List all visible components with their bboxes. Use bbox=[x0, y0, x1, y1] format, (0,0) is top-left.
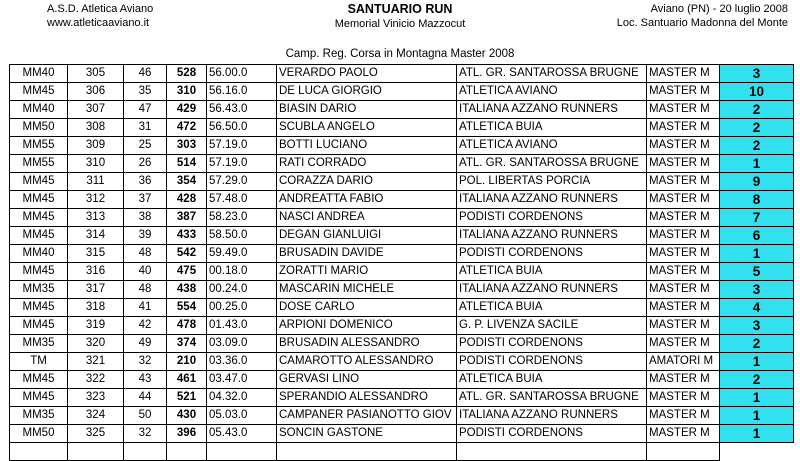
results-table bbox=[9, 64, 794, 461]
category-rank-cell: 42 bbox=[124, 317, 167, 335]
club-cell: ATLETICA AVIANO bbox=[457, 137, 647, 155]
table-row bbox=[10, 353, 794, 371]
position-cell: 316 bbox=[68, 263, 124, 281]
athlete-name-cell: SPERANDIO ALESSANDRO bbox=[277, 389, 457, 407]
points-cell: 1 bbox=[720, 155, 794, 173]
bib-number-cell: 478 bbox=[167, 317, 207, 335]
category-cell: MM40 bbox=[10, 245, 68, 263]
category-rank-cell: 40 bbox=[124, 263, 167, 281]
group-cell: MASTER M bbox=[647, 101, 720, 119]
athlete-name-cell: CAMAROTTO ALESSANDRO bbox=[277, 353, 457, 371]
athlete-name-cell: CORAZZA DARIO bbox=[277, 173, 457, 191]
athlete-name-cell: SCUBLA ANGELO bbox=[277, 119, 457, 137]
category-rank-cell: 37 bbox=[124, 191, 167, 209]
event-title: SANTUARIO RUN bbox=[347, 2, 453, 16]
bib-number-cell: 514 bbox=[167, 155, 207, 173]
group-cell: MASTER M bbox=[647, 335, 720, 353]
group-cell: MASTER M bbox=[647, 407, 720, 425]
points-cell: 3 bbox=[720, 317, 794, 335]
table-row bbox=[10, 119, 794, 137]
category-cell: MM45 bbox=[10, 317, 68, 335]
athlete-name-cell: ANDREATTA FABIO bbox=[277, 191, 457, 209]
position-cell: 309 bbox=[68, 137, 124, 155]
category-cell: MM45 bbox=[10, 299, 68, 317]
time-cell: 04.32.0 bbox=[207, 389, 277, 407]
category-rank-cell: 47 bbox=[124, 101, 167, 119]
points-cell: 2 bbox=[720, 119, 794, 137]
time-cell: 57.48.0 bbox=[207, 191, 277, 209]
memorial-name: Memorial Vinicio Mazzocut bbox=[334, 18, 466, 30]
group-cell: AMATORI M bbox=[647, 353, 720, 371]
table-row bbox=[10, 209, 794, 227]
time-cell: 56.00.0 bbox=[207, 65, 277, 83]
bib-number-cell: 433 bbox=[167, 227, 207, 245]
time-cell: 59.49.0 bbox=[207, 245, 277, 263]
group-cell: MASTER M bbox=[647, 299, 720, 317]
category-rank-cell: 48 bbox=[124, 245, 167, 263]
time-cell: 00.24.0 bbox=[207, 281, 277, 299]
event-place-date bbox=[617, 2, 788, 30]
category-cell: MM45 bbox=[10, 83, 68, 101]
category-cell: MM45 bbox=[10, 263, 68, 281]
points-cell: 8 bbox=[720, 191, 794, 209]
bib-number-cell: 430 bbox=[167, 407, 207, 425]
table-row bbox=[10, 299, 794, 317]
group-cell: MASTER M bbox=[647, 281, 720, 299]
table-row bbox=[10, 173, 794, 191]
organizer-website[interactable]: www.atleticaaviano.it bbox=[47, 17, 150, 29]
club-cell: PODISTI CORDENONS bbox=[457, 353, 647, 371]
category-cell: MM45 bbox=[10, 371, 68, 389]
category-rank-cell: 43 bbox=[124, 371, 167, 389]
group-cell: MASTER M bbox=[647, 137, 720, 155]
position-cell: 305 bbox=[68, 65, 124, 83]
event-date: Aviano (PN) - 20 luglio 2008 bbox=[650, 3, 788, 15]
athlete-name-cell: RATI CORRADO bbox=[277, 155, 457, 173]
table-row bbox=[10, 407, 794, 425]
table-row bbox=[10, 83, 794, 101]
bib-number-cell: 528 bbox=[167, 65, 207, 83]
table-row bbox=[10, 263, 794, 281]
points-cell: 2 bbox=[720, 137, 794, 155]
category-rank-cell: 26 bbox=[124, 155, 167, 173]
group-cell: MASTER M bbox=[647, 245, 720, 263]
group-cell: MASTER M bbox=[647, 389, 720, 407]
club-cell: ATLETICA BUIA bbox=[457, 263, 647, 281]
table-row bbox=[10, 137, 794, 155]
group-cell: MASTER M bbox=[647, 83, 720, 101]
category-cell: MM55 bbox=[10, 155, 68, 173]
table-row bbox=[10, 227, 794, 245]
points-cell: 2 bbox=[720, 101, 794, 119]
category-cell: MM45 bbox=[10, 227, 68, 245]
time-cell: 01.43.0 bbox=[207, 317, 277, 335]
athlete-name-cell: BIASIN DARIO bbox=[277, 101, 457, 119]
time-cell: 05.43.0 bbox=[207, 425, 277, 443]
category-cell: MM45 bbox=[10, 173, 68, 191]
table-row bbox=[10, 155, 794, 173]
bib-number-cell: 354 bbox=[167, 173, 207, 191]
bib-number-cell: 310 bbox=[167, 83, 207, 101]
position-cell: 322 bbox=[68, 371, 124, 389]
points-cell: 1 bbox=[720, 407, 794, 425]
time-cell: 00.25.0 bbox=[207, 299, 277, 317]
club-cell: ATLETICA BUIA bbox=[457, 299, 647, 317]
position-cell: 313 bbox=[68, 209, 124, 227]
athlete-name-cell: NASCI ANDREA bbox=[277, 209, 457, 227]
table-row bbox=[10, 65, 794, 83]
championship-subtitle: Camp. Reg. Corsa in Montagna Master 2008 bbox=[285, 48, 515, 60]
club-cell: ITALIANA AZZANO RUNNERS bbox=[457, 227, 647, 245]
table-row bbox=[10, 371, 794, 389]
club-cell: ITALIANA AZZANO RUNNERS bbox=[457, 101, 647, 119]
category-cell: MM50 bbox=[10, 119, 68, 137]
time-cell: 58.50.0 bbox=[207, 227, 277, 245]
group-cell: MASTER M bbox=[647, 155, 720, 173]
position-cell: 318 bbox=[68, 299, 124, 317]
position-cell: 306 bbox=[68, 83, 124, 101]
table-row bbox=[10, 245, 794, 263]
group-cell: MASTER M bbox=[647, 317, 720, 335]
points-cell: 7 bbox=[720, 209, 794, 227]
bib-number-cell: 374 bbox=[167, 335, 207, 353]
category-rank-cell: 44 bbox=[124, 389, 167, 407]
category-cell: MM45 bbox=[10, 389, 68, 407]
category-cell: MM55 bbox=[10, 137, 68, 155]
club-cell: POL. LIBERTAS PORCIA bbox=[457, 173, 647, 191]
time-cell: 57.19.0 bbox=[207, 155, 277, 173]
category-cell: TM bbox=[10, 353, 68, 371]
category-cell: MM45 bbox=[10, 191, 68, 209]
club-cell: ATL. GR. SANTAROSSA BRUGNE bbox=[457, 155, 647, 173]
category-rank-cell: 25 bbox=[124, 137, 167, 155]
category-cell: MM35 bbox=[10, 407, 68, 425]
table-row bbox=[10, 389, 794, 407]
category-cell: MM40 bbox=[10, 101, 68, 119]
group-cell: MASTER M bbox=[647, 119, 720, 137]
group-cell: MASTER M bbox=[647, 65, 720, 83]
bib-number-cell: 429 bbox=[167, 101, 207, 119]
position-cell: 321 bbox=[68, 353, 124, 371]
time-cell: 56.50.0 bbox=[207, 119, 277, 137]
club-cell: ATL. GR. SANTAROSSA BRUGNE bbox=[457, 389, 647, 407]
position-cell: 323 bbox=[68, 389, 124, 407]
group-cell: MASTER M bbox=[647, 209, 720, 227]
event-location: Loc. Santuario Madonna del Monte bbox=[616, 17, 788, 29]
bib-number-cell: 438 bbox=[167, 281, 207, 299]
club-cell: PODISTI CORDENONS bbox=[457, 209, 647, 227]
category-rank-cell: 48 bbox=[124, 281, 167, 299]
organizer-name: A.S.D. Atletica Aviano bbox=[47, 3, 154, 15]
group-cell: MASTER M bbox=[647, 263, 720, 281]
category-rank-cell: 41 bbox=[124, 299, 167, 317]
table-row bbox=[10, 335, 794, 353]
athlete-name-cell: MASCARIN MICHELE bbox=[277, 281, 457, 299]
club-cell: ITALIANA AZZANO RUNNERS bbox=[457, 407, 647, 425]
points-cell: 2 bbox=[720, 371, 794, 389]
time-cell: 57.29.0 bbox=[207, 173, 277, 191]
category-rank-cell: 46 bbox=[124, 65, 167, 83]
club-cell: PODISTI CORDENONS bbox=[457, 335, 647, 353]
category-cell: MM35 bbox=[10, 335, 68, 353]
position-cell: 308 bbox=[68, 119, 124, 137]
time-cell: 03.09.0 bbox=[207, 335, 277, 353]
athlete-name-cell: VERARDO PAOLO bbox=[277, 65, 457, 83]
category-rank-cell: 32 bbox=[124, 425, 167, 443]
points-cell: 1 bbox=[720, 389, 794, 407]
points-cell: 4 bbox=[720, 299, 794, 317]
athlete-name-cell: DEGAN GIANLUIGI bbox=[277, 227, 457, 245]
group-cell: MASTER M bbox=[647, 191, 720, 209]
position-cell: 319 bbox=[68, 317, 124, 335]
athlete-name-cell: GERVASI LINO bbox=[277, 371, 457, 389]
time-cell: 03.47.0 bbox=[207, 371, 277, 389]
category-cell: MM35 bbox=[10, 281, 68, 299]
position-cell: 312 bbox=[68, 191, 124, 209]
club-cell: ITALIANA AZZANO RUNNERS bbox=[457, 191, 647, 209]
table-row bbox=[10, 317, 794, 335]
position-cell: 317 bbox=[68, 281, 124, 299]
category-rank-cell: 31 bbox=[124, 119, 167, 137]
club-cell: ATL. GR. SANTAROSSA BRUGNE bbox=[457, 65, 647, 83]
category-rank-cell: 32 bbox=[124, 353, 167, 371]
time-cell: 56.16.0 bbox=[207, 83, 277, 101]
time-cell: 03.36.0 bbox=[207, 353, 277, 371]
club-cell: PODISTI CORDENONS bbox=[457, 425, 647, 443]
group-cell: MASTER M bbox=[647, 425, 720, 443]
category-rank-cell: 35 bbox=[124, 83, 167, 101]
time-cell: 58.23.0 bbox=[207, 209, 277, 227]
bib-number-cell: 472 bbox=[167, 119, 207, 137]
bib-number-cell: 554 bbox=[167, 299, 207, 317]
position-cell: 315 bbox=[68, 245, 124, 263]
athlete-name-cell: DE LUCA GIORGIO bbox=[277, 83, 457, 101]
position-cell: 320 bbox=[68, 335, 124, 353]
points-cell: 3 bbox=[720, 65, 794, 83]
club-cell: PODISTI CORDENONS bbox=[457, 245, 647, 263]
position-cell: 310 bbox=[68, 155, 124, 173]
position-cell: 324 bbox=[68, 407, 124, 425]
table-row bbox=[10, 191, 794, 209]
points-cell: 6 bbox=[720, 227, 794, 245]
club-cell: ATLETICA AVIANO bbox=[457, 83, 647, 101]
bib-number-cell: 387 bbox=[167, 209, 207, 227]
bib-number-cell: 542 bbox=[167, 245, 207, 263]
category-rank-cell: 39 bbox=[124, 227, 167, 245]
bib-number-cell: 461 bbox=[167, 371, 207, 389]
category-rank-cell: 36 bbox=[124, 173, 167, 191]
category-cell: MM45 bbox=[10, 209, 68, 227]
time-cell: 05.03.0 bbox=[207, 407, 277, 425]
time-cell: 56.43.0 bbox=[207, 101, 277, 119]
club-cell: ATLETICA BUIA bbox=[457, 371, 647, 389]
points-cell: 1 bbox=[720, 425, 794, 443]
bib-number-cell: 210 bbox=[167, 353, 207, 371]
category-rank-cell: 50 bbox=[124, 407, 167, 425]
club-cell: G. P. LIVENZA SACILE bbox=[457, 317, 647, 335]
points-cell: 2 bbox=[720, 335, 794, 353]
bib-number-cell: 475 bbox=[167, 263, 207, 281]
club-cell: ATLETICA BUIA bbox=[457, 119, 647, 137]
bib-number-cell: 303 bbox=[167, 137, 207, 155]
position-cell: 325 bbox=[68, 425, 124, 443]
points-cell: 3 bbox=[720, 281, 794, 299]
position-cell: 314 bbox=[68, 227, 124, 245]
table-row bbox=[10, 281, 794, 299]
club-cell: ITALIANA AZZANO RUNNERS bbox=[457, 281, 647, 299]
category-rank-cell: 49 bbox=[124, 335, 167, 353]
athlete-name-cell: ARPIONI DOMENICO bbox=[277, 317, 457, 335]
athlete-name-cell: DOSE CARLO bbox=[277, 299, 457, 317]
group-cell: MASTER M bbox=[647, 371, 720, 389]
time-cell: 00.18.0 bbox=[207, 263, 277, 281]
bib-number-cell: 428 bbox=[167, 191, 207, 209]
bib-number-cell: 396 bbox=[167, 425, 207, 443]
athlete-name-cell: BRUSADIN ALESSANDRO bbox=[277, 335, 457, 353]
results-body bbox=[10, 65, 794, 461]
group-cell: MASTER M bbox=[647, 227, 720, 245]
category-cell: MM50 bbox=[10, 425, 68, 443]
points-cell: 9 bbox=[720, 173, 794, 191]
athlete-name-cell: BRUSADIN DAVIDE bbox=[277, 245, 457, 263]
category-cell: MM40 bbox=[10, 65, 68, 83]
bib-number-cell: 521 bbox=[167, 389, 207, 407]
points-cell: 1 bbox=[720, 245, 794, 263]
position-cell: 307 bbox=[68, 101, 124, 119]
table-row bbox=[10, 425, 794, 443]
points-cell: 1 bbox=[720, 353, 794, 371]
points-cell: 10 bbox=[720, 83, 794, 101]
athlete-name-cell: ZORATTI MARIO bbox=[277, 263, 457, 281]
points-cell: 5 bbox=[720, 263, 794, 281]
table-row bbox=[10, 101, 794, 119]
athlete-name-cell: SONCIN GASTONE bbox=[277, 425, 457, 443]
time-cell: 57.19.0 bbox=[207, 137, 277, 155]
athlete-name-cell: CAMPANER PASIANOTTO GIOV bbox=[277, 407, 457, 425]
position-cell: 311 bbox=[68, 173, 124, 191]
category-rank-cell: 38 bbox=[124, 209, 167, 227]
group-cell: MASTER M bbox=[647, 173, 720, 191]
athlete-name-cell: BOTTI LUCIANO bbox=[277, 137, 457, 155]
